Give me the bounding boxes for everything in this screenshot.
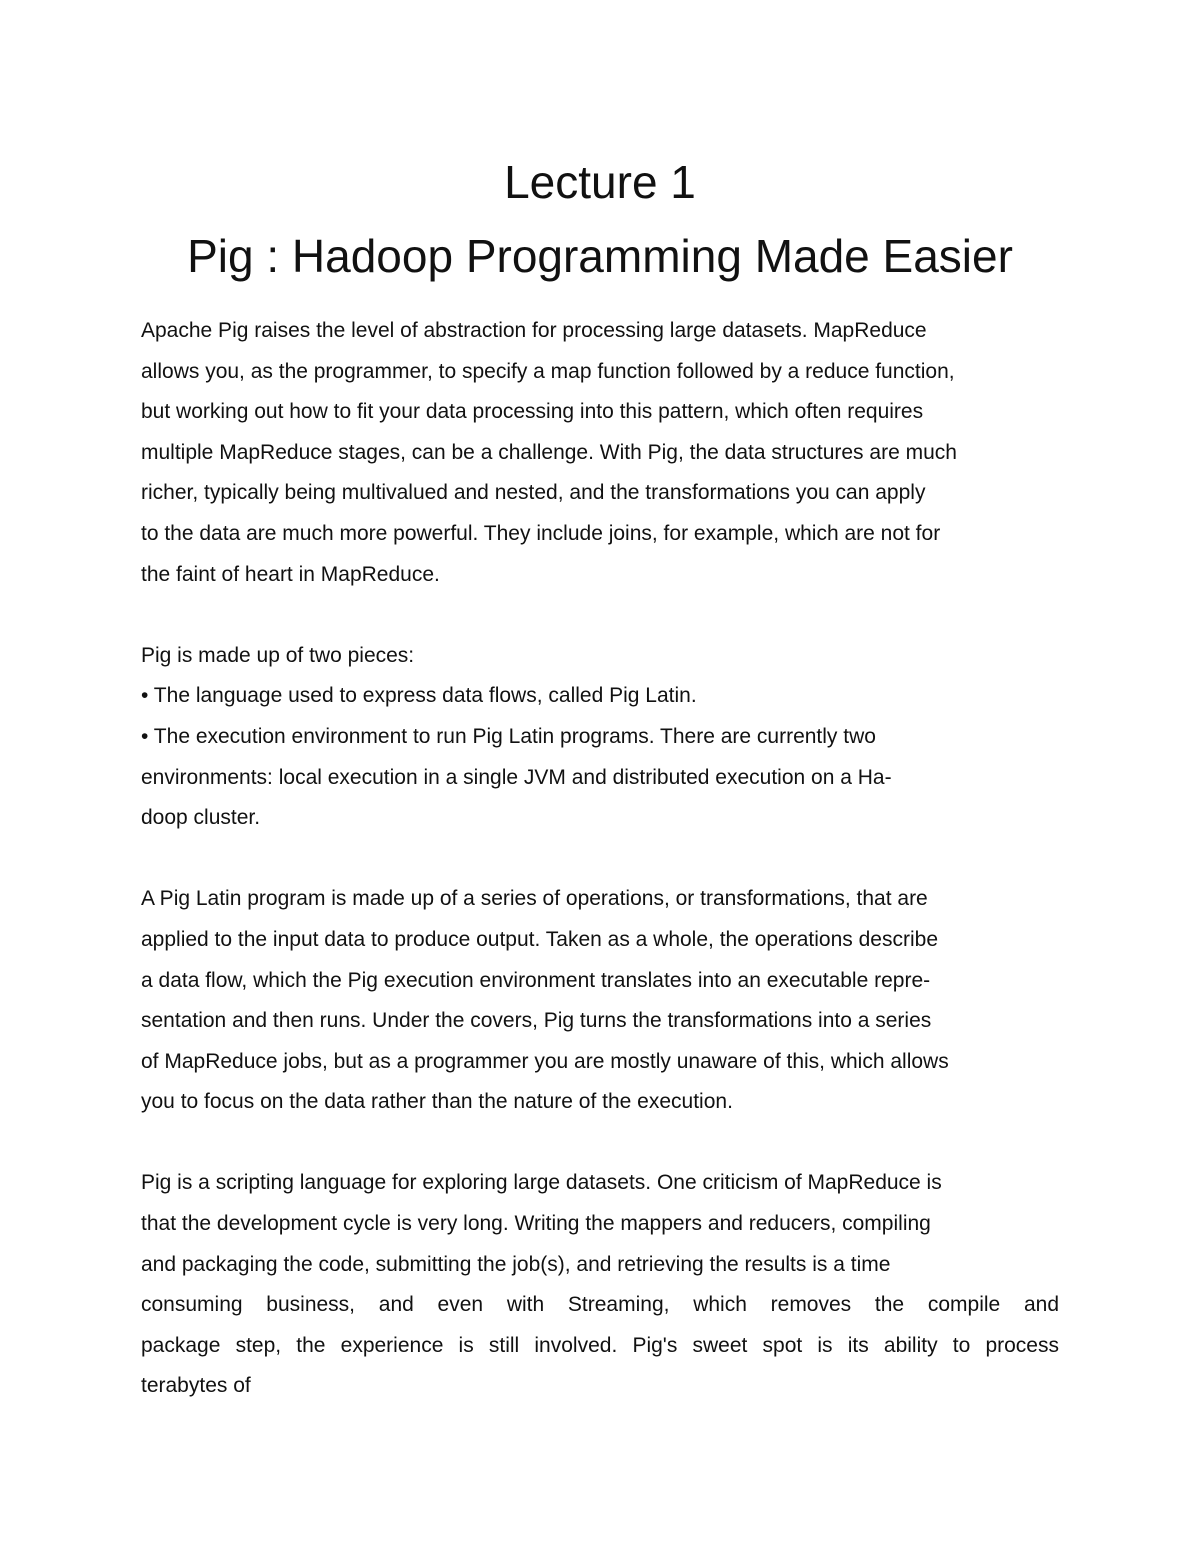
text-line: terabytes of (141, 1374, 251, 1398)
text-line: package step, the experience is still involved. Pig's sweet spot is its ability to process (141, 1333, 1059, 1357)
text-line: consuming business, and even with Streaming, which removes the compile and (141, 1293, 1059, 1317)
text-line: environments: local execution in a single JVM and distributed execution on a Ha- (141, 765, 892, 789)
text-line: the faint of heart in MapReduce. (141, 562, 440, 586)
text-line: Pig is a scripting language for exploring large datasets. One criticism of MapReduce is (141, 1171, 942, 1195)
text-line: a data flow, which the Pig execution environment translates into an executable repre- (141, 968, 931, 992)
paragraph-abstraction (141, 311, 1061, 595)
text-line: multiple MapReduce stages, can be a challenge. With Pig, the data structures are much (141, 440, 957, 464)
lecture-title-heading: Pig : Hadoop Programming Made Easier (187, 230, 1013, 282)
text-line: A Pig Latin program is made up of a series of operations, or transformations, that are (141, 887, 928, 911)
document-body (141, 311, 1061, 1407)
text-line: to the data are much more powerful. They include joins, for example, which are not for (141, 521, 941, 545)
text-line: and packaging the code, submitting the job(s), and retrieving the results is a time (141, 1252, 891, 1276)
bullet-item: • The execution environment to run Pig Latin programs. There are currently two (141, 724, 876, 748)
text-line: applied to the input data to produce output. Taken as a whole, the operations describe (141, 927, 939, 951)
text-line: you to focus on the data rather than the nature of the execution. (141, 1090, 733, 1114)
text-line: Pig is made up of two pieces: (141, 643, 415, 667)
text-line: doop cluster. (141, 806, 261, 830)
text-line: but working out how to fit your data processing into this pattern, which often requires (141, 400, 924, 424)
text-line: sentation and then runs. Under the covers, Pig turns the transformations into a series (141, 1009, 932, 1033)
paragraph-gap (141, 1123, 1061, 1164)
lecture-number-heading: Lecture 1 (504, 156, 696, 208)
text-line: allows you, as the programmer, to specify a map function followed by a reduce function, (141, 359, 955, 383)
paragraph-scripting-language (141, 1163, 1061, 1407)
paragraph-pieces (141, 636, 1061, 839)
text-line: richer, typically being multivalued and nested, and the transformations you can apply (141, 481, 926, 505)
text-line: of MapReduce jobs, but as a programmer you are mostly unaware of this, which allows (141, 1049, 949, 1073)
document-title (0, 145, 1200, 293)
text-line: that the development cycle is very long. Writing the mappers and reducers, compiling (141, 1212, 931, 1236)
paragraph-gap (141, 595, 1061, 636)
paragraph-pig-latin-program (141, 879, 1061, 1123)
paragraph-gap (141, 839, 1061, 880)
text-line: Apache Pig raises the level of abstraction for processing large datasets. MapReduce (141, 319, 927, 342)
bullet-item: • The language used to express data flows, called Pig Latin. (141, 684, 697, 708)
